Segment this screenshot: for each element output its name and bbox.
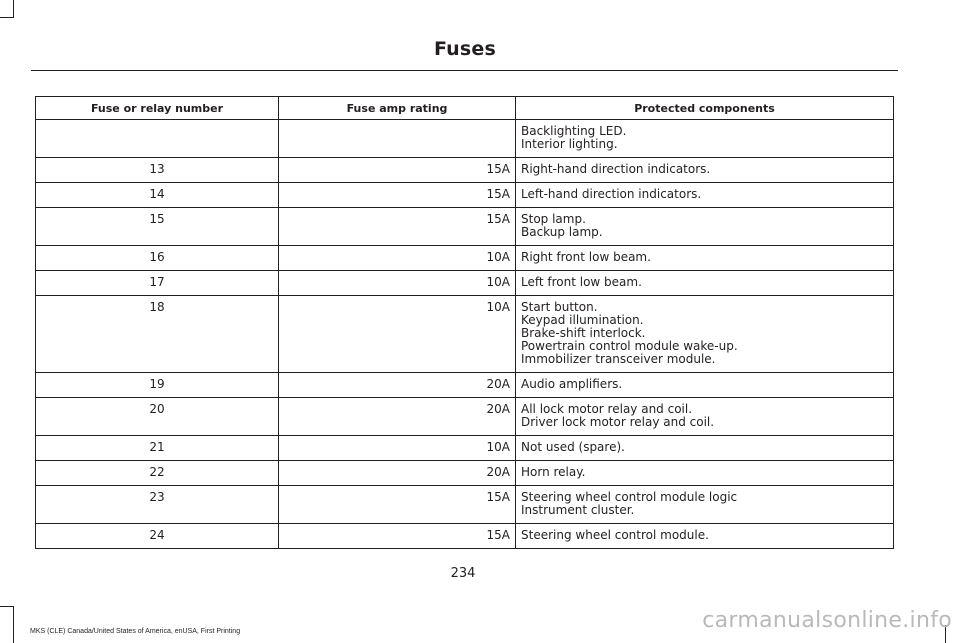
- protected-components-cell: [516, 398, 894, 436]
- component-line: Steering wheel control module.: [521, 528, 709, 542]
- protected-components-cell: [516, 486, 894, 524]
- component-line: Stop lamp.: [521, 212, 586, 226]
- component-line: Left front low beam.: [521, 275, 642, 289]
- component-line: Powertrain control module wake-up.: [521, 339, 738, 353]
- protected-components-cell: [516, 183, 894, 208]
- protected-components-cell: [516, 373, 894, 398]
- component-line: Left-hand direction indicators.: [521, 187, 702, 201]
- component-line: Driver lock motor relay and coil.: [521, 415, 715, 429]
- table-body: [36, 120, 894, 549]
- amp-rating-cell: [279, 120, 516, 158]
- fuse-number-cell: 18: [36, 296, 279, 373]
- page-title: Fuses: [433, 38, 497, 60]
- fuse-number-cell: 17: [36, 271, 279, 296]
- page-number: 234: [450, 566, 476, 581]
- table-row: [36, 246, 894, 271]
- column-header-protected-components: Protected components: [516, 97, 894, 120]
- component-line: Right-hand direction indicators.: [521, 162, 711, 176]
- crop-mark-top-left-h: [0, 17, 14, 18]
- column-header-amp-rating: Fuse amp rating: [279, 97, 516, 120]
- fuse-number-cell: 20: [36, 398, 279, 436]
- component-line: Interior lighting.: [521, 137, 618, 151]
- amp-rating-cell: 20A: [279, 398, 516, 436]
- protected-components-cell: [516, 436, 894, 461]
- component-line: Right front low beam.: [521, 250, 651, 264]
- column-header-fuse-number: Fuse or relay number: [36, 97, 279, 120]
- fuse-number-cell: 15: [36, 208, 279, 246]
- component-line: Immobilizer transceiver module.: [521, 352, 716, 366]
- footer-text: MKS (CLE) Canada/United States of America, enUSA, First Printing: [30, 628, 241, 635]
- watermark-logo: carmanualsonline.info: [702, 608, 952, 633]
- protected-components-cell: [516, 120, 894, 158]
- component-line: Backlighting LED.: [521, 124, 627, 138]
- amp-rating-cell: 10A: [279, 246, 516, 271]
- protected-components-cell: [516, 158, 894, 183]
- fuse-number-cell: 23: [36, 486, 279, 524]
- amp-rating-cell: 10A: [279, 296, 516, 373]
- component-line: Keypad illumination.: [521, 313, 644, 327]
- table-row: [36, 461, 894, 486]
- protected-components-cell: [516, 461, 894, 486]
- amp-rating-cell: 15A: [279, 486, 516, 524]
- amp-rating-cell: 10A: [279, 271, 516, 296]
- amp-rating-cell: 20A: [279, 373, 516, 398]
- table-row: [36, 524, 894, 549]
- fuse-number-cell: 22: [36, 461, 279, 486]
- title-rule: [31, 70, 898, 71]
- table-header-row: [36, 97, 894, 120]
- protected-components-cell: [516, 524, 894, 549]
- amp-rating-cell: 15A: [279, 524, 516, 549]
- fuse-number-cell: 16: [36, 246, 279, 271]
- crop-mark-bottom-left-h: [0, 606, 14, 607]
- amp-rating-cell: 10A: [279, 436, 516, 461]
- fuse-table: [35, 96, 894, 549]
- table-row: [36, 120, 894, 158]
- table-row: [36, 296, 894, 373]
- protected-components-cell: [516, 271, 894, 296]
- component-line: Start button.: [521, 300, 598, 314]
- fuse-number-cell: 21: [36, 436, 279, 461]
- component-line: Steering wheel control module logic: [521, 490, 738, 504]
- table-row: [36, 271, 894, 296]
- table-row: [36, 398, 894, 436]
- amp-rating-cell: 15A: [279, 158, 516, 183]
- fuse-number-cell: 19: [36, 373, 279, 398]
- table-row: [36, 373, 894, 398]
- component-line: Not used (spare).: [521, 440, 625, 454]
- fuse-number-cell: 24: [36, 524, 279, 549]
- amp-rating-cell: 15A: [279, 183, 516, 208]
- table-row: [36, 158, 894, 183]
- crop-mark-top-left-v: [13, 0, 14, 18]
- crop-mark-bottom-left-v: [13, 606, 14, 643]
- protected-components-cell: [516, 296, 894, 373]
- component-line: Instrument cluster.: [521, 503, 635, 517]
- table-row: [36, 436, 894, 461]
- protected-components-cell: [516, 208, 894, 246]
- table-row: [36, 183, 894, 208]
- fuse-number-cell: 13: [36, 158, 279, 183]
- table-row: [36, 486, 894, 524]
- fuse-number-cell: 14: [36, 183, 279, 208]
- fuse-number-cell: [36, 120, 279, 158]
- protected-components-cell: [516, 246, 894, 271]
- component-line: Horn relay.: [521, 465, 586, 479]
- component-line: All lock motor relay and coil.: [521, 402, 693, 416]
- component-line: Audio amplifiers.: [521, 377, 623, 391]
- amp-rating-cell: 15A: [279, 208, 516, 246]
- table-row: [36, 208, 894, 246]
- amp-rating-cell: 20A: [279, 461, 516, 486]
- component-line: Brake-shift interlock.: [521, 326, 646, 340]
- component-line: Backup lamp.: [521, 225, 603, 239]
